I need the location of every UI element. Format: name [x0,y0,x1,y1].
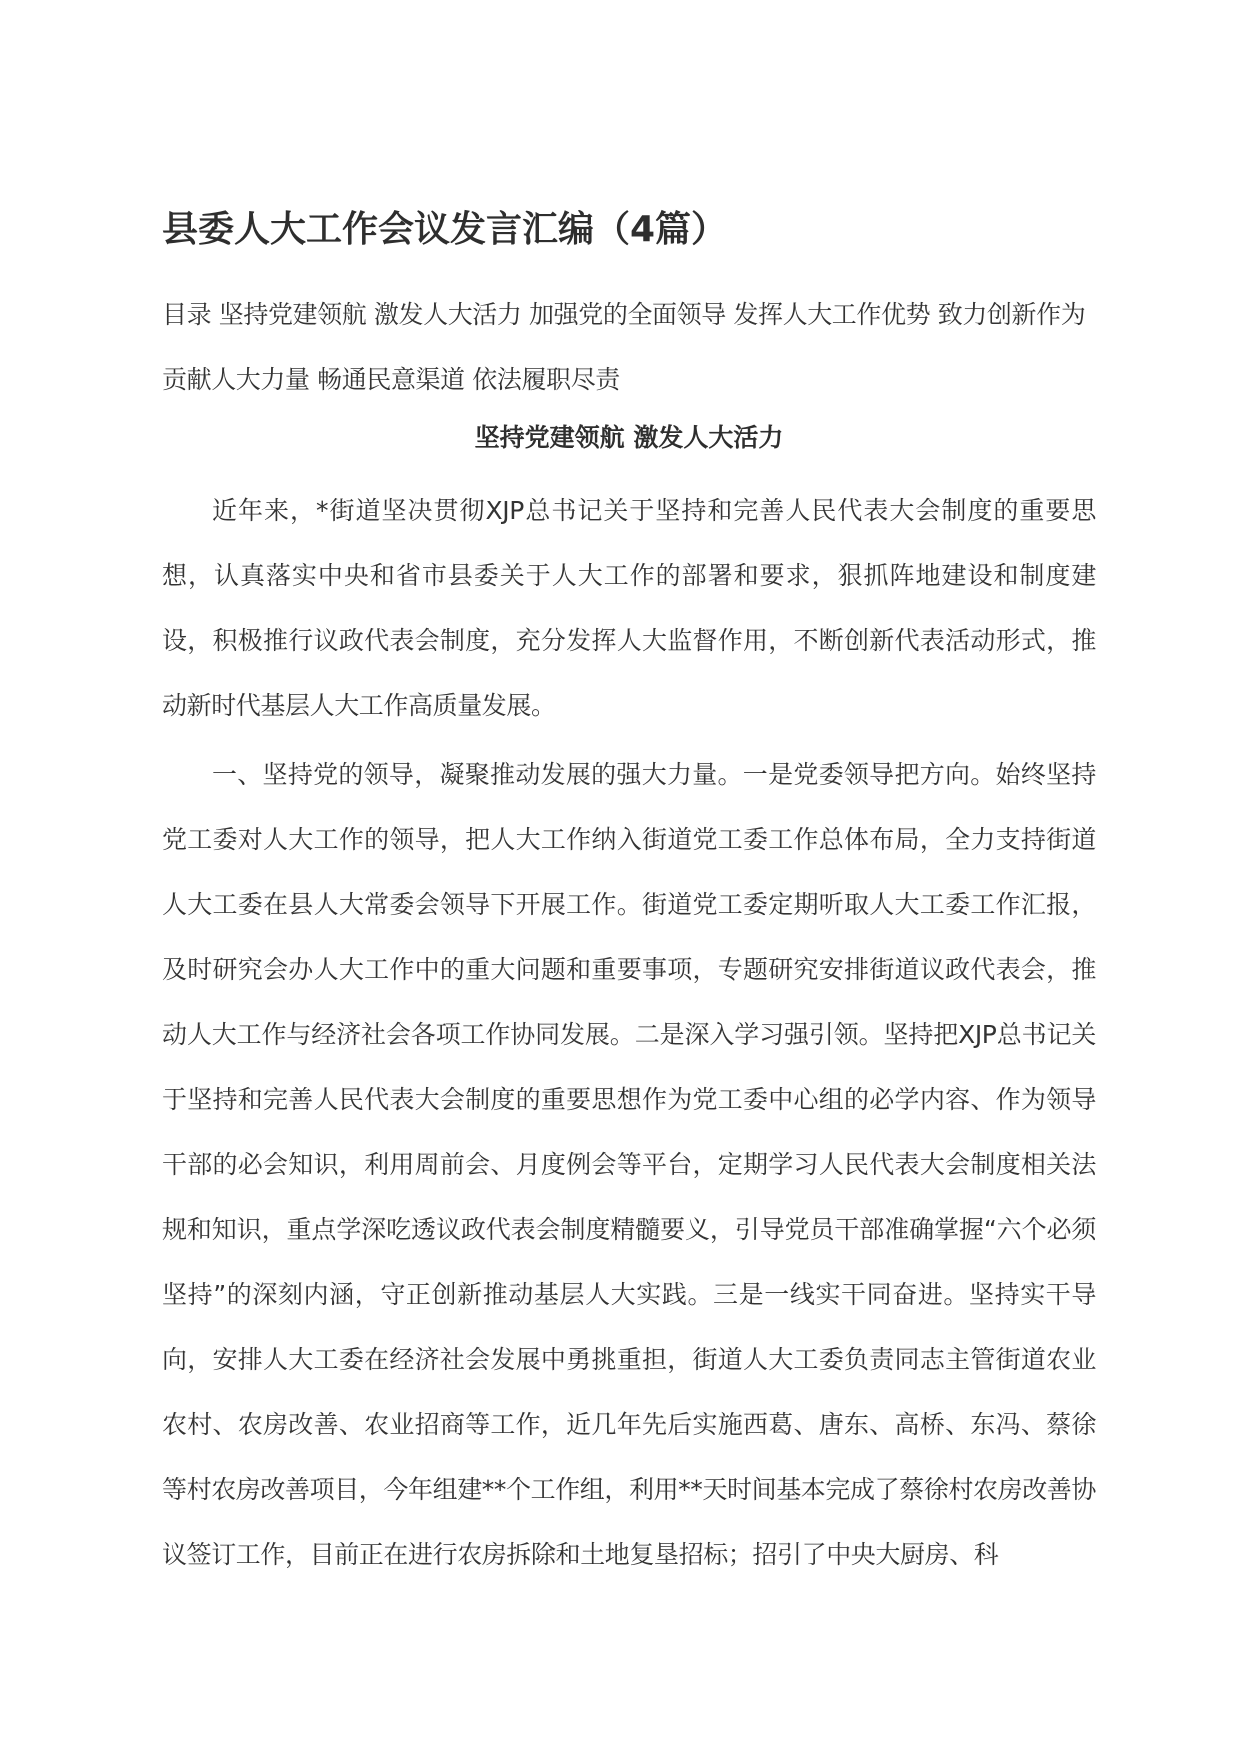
body-paragraph-section-one: 一、坚持党的领导，凝聚推动发展的强大力量。一是党委领导把方向。始终坚持党工委对人大工作的领导，把人大工作纳入街道党工委工作总体布局，全力支持街道人大工委在县人大常委会领导下开展工作。街道党工委定期听取人大工委工作汇报，及时研究会办人大工作中的重大问题和重要事项，专题研究安排街道议政代表会，推动人大工作与经济社会各项工作协同发展。二是深入学习强引领。坚持把XJP总书记关于坚持和完善人民代表大会制度的重要思想作为党工委中心组的必学内容、作为领导干部的必会知识，利用周前会、月度例会等平台，定期学习人民代表大会制度相关法规和知识，重点学深吃透议政代表会制度精髓要义，引导党员干部准确掌握“六个必须坚持”的深刻内涵，守正创新推动基层人大实践。三是一线实干同奋进。坚持实干导向，安排人大工委在经济社会发展中勇挑重担，街道人大工委负责同志主管街道农业农村、农房改善、农业招商等工作，近几年先后实施西葛、唐东、高桥、东冯、蔡徐等村农房改善项目，今年组建**个工作组，利用**天时间基本完成了蔡徐村农房改善协议签订工作，目前正在进行农房拆除和土地复垦招标；招引了中央大厨房、科 [162,760,1097,1569]
body-paragraph-intro: 近年来，*街道坚决贯彻XJP总书记关于坚持和完善人民代表大会制度的重要思想，认真落实中央和省市县委关于人大工作的部署和要求，狠抓阵地建设和制度建设，积极推行议政代表会制度，充分发挥人大监督作用，不断创新代表活动形式，推动新时代基层人大工作高质量发展。 [162,496,1096,720]
document-page [162,0,1096,1754]
table-of-contents: 目录 坚持党建领航 激发人大活力 加强党的全面领导 发挥人大工作优势 致力创新作为 贡献人大力量 畅通民意渠道 依法履职尽责 [162,300,1086,394]
document-title: 县委人大工作会议发言汇编（4篇） [162,209,728,250]
section-heading: 坚持党建领航 激发人大活力 [474,423,784,452]
